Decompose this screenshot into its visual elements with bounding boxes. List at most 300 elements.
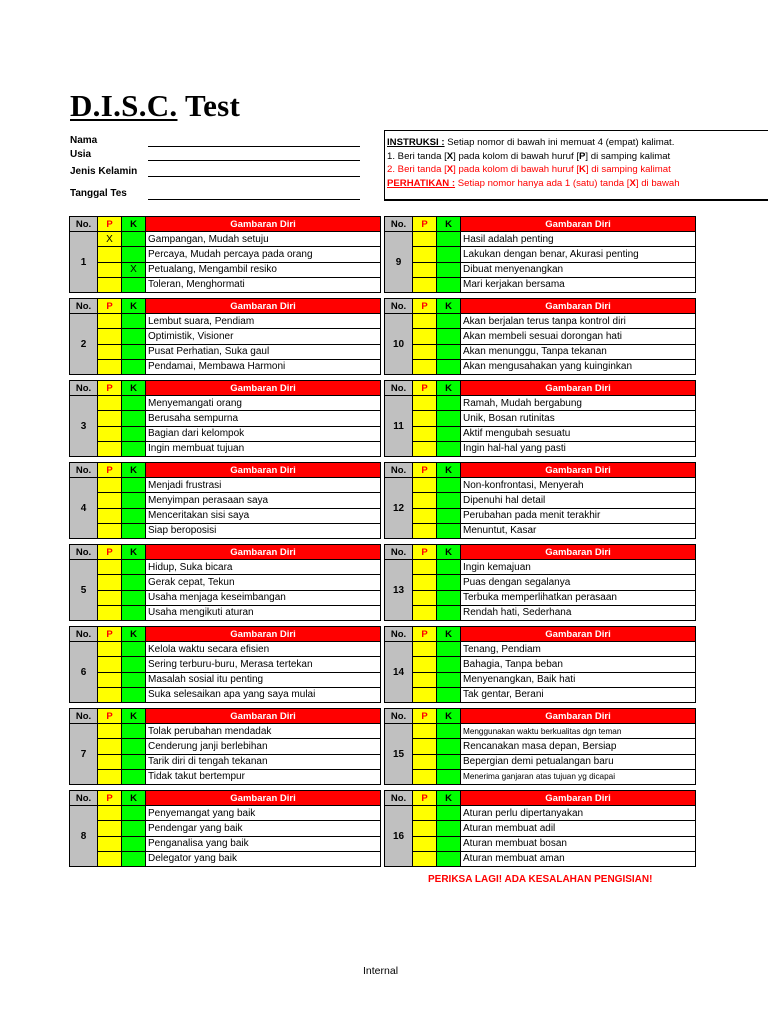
table-row xyxy=(385,441,696,456)
header-no: No. xyxy=(385,381,413,396)
statement-text: Menyimpan perasaan saya xyxy=(146,493,381,508)
k-checkbox[interactable] xyxy=(122,478,146,493)
question-number: 1 xyxy=(70,232,98,293)
k-checkbox[interactable] xyxy=(437,642,461,657)
p-checkbox[interactable] xyxy=(98,344,122,359)
p-checkbox[interactable] xyxy=(413,560,437,575)
k-checkbox[interactable] xyxy=(122,672,146,687)
statement-text: Menjadi frustrasi xyxy=(146,478,381,493)
p-checkbox[interactable] xyxy=(413,769,437,784)
k-checkbox[interactable] xyxy=(437,411,461,426)
question-table-11 xyxy=(384,380,696,457)
p-checkbox[interactable] xyxy=(413,590,437,605)
p-checkbox[interactable] xyxy=(98,642,122,657)
k-checkbox[interactable] xyxy=(437,493,461,508)
statement-text: Lembut suara, Pendiam xyxy=(146,314,381,329)
table-row xyxy=(385,560,696,575)
statement-text: Toleran, Menghormati xyxy=(146,277,381,292)
header-gambaran-diri: Gambaran Diri xyxy=(461,463,696,478)
table-row xyxy=(385,836,696,851)
p-checkbox[interactable] xyxy=(98,396,122,411)
header-p: P xyxy=(98,299,122,314)
header-p: P xyxy=(413,709,437,724)
k-checkbox[interactable] xyxy=(122,851,146,866)
statement-text: Tenang, Pendiam xyxy=(461,642,696,657)
question-table-10 xyxy=(384,298,696,375)
header-gambaran-diri: Gambaran Diri xyxy=(146,463,381,478)
table-header-row xyxy=(385,381,696,396)
k-checkbox[interactable] xyxy=(437,523,461,538)
p-checkbox[interactable] xyxy=(413,329,437,344)
table-row xyxy=(385,359,696,374)
question-block-row xyxy=(69,380,692,457)
label-jenis-kelamin: Jenis Kelamin xyxy=(70,166,138,177)
statement-text: Pusat Perhatian, Suka gaul xyxy=(146,344,381,359)
statement-text: Non-konfrontasi, Menyerah xyxy=(461,478,696,493)
k-checkbox[interactable] xyxy=(122,590,146,605)
header-p: P xyxy=(98,791,122,806)
table-row xyxy=(70,605,381,620)
p-checkbox[interactable] xyxy=(98,575,122,590)
k-checkbox[interactable] xyxy=(437,344,461,359)
header-no: No. xyxy=(70,627,98,642)
k-checkbox[interactable] xyxy=(437,232,461,247)
k-checkbox[interactable] xyxy=(122,642,146,657)
question-table-6 xyxy=(69,626,381,703)
k-checkbox[interactable] xyxy=(437,508,461,523)
table-row xyxy=(385,478,696,493)
header-no: No. xyxy=(385,791,413,806)
p-checkbox[interactable] xyxy=(98,821,122,836)
header-p: P xyxy=(413,217,437,232)
statement-text: Akan menunggu, Tanpa tekanan xyxy=(461,344,696,359)
p-checkbox[interactable] xyxy=(413,247,437,262)
question-table-2 xyxy=(69,298,381,375)
question-table-14 xyxy=(384,626,696,703)
table-header-row xyxy=(385,217,696,232)
header-gambaran-diri: Gambaran Diri xyxy=(461,381,696,396)
k-checkbox[interactable] xyxy=(122,575,146,590)
table-row xyxy=(70,508,381,523)
table-row xyxy=(70,642,381,657)
statement-text: Menyemangati orang xyxy=(146,396,381,411)
statement-text: Rencanakan masa depan, Bersiap xyxy=(461,739,696,754)
table-row xyxy=(385,493,696,508)
table-row xyxy=(385,739,696,754)
p-checkbox[interactable] xyxy=(413,754,437,769)
header-no: No. xyxy=(70,299,98,314)
k-checkbox[interactable] xyxy=(437,754,461,769)
question-table-16 xyxy=(384,790,696,867)
k-checkbox[interactable] xyxy=(437,426,461,441)
table-row xyxy=(70,806,381,821)
k-checkbox[interactable] xyxy=(437,247,461,262)
question-number: 3 xyxy=(70,396,98,457)
table-row xyxy=(70,754,381,769)
table-row xyxy=(385,396,696,411)
p-checkbox[interactable] xyxy=(413,836,437,851)
statement-text: Berusaha sempurna xyxy=(146,411,381,426)
p-checkbox[interactable] xyxy=(98,441,122,456)
header-gambaran-diri: Gambaran Diri xyxy=(146,627,381,642)
p-checkbox[interactable] xyxy=(98,672,122,687)
statement-text: Tidak takut bertempur xyxy=(146,769,381,784)
p-checkbox[interactable] xyxy=(413,314,437,329)
statement-text: Akan berjalan terus tanpa kontrol diri xyxy=(461,314,696,329)
p-checkbox[interactable] xyxy=(413,642,437,657)
k-checkbox[interactable] xyxy=(437,329,461,344)
table-header-row xyxy=(385,545,696,560)
header-no: No. xyxy=(70,709,98,724)
p-checkbox[interactable] xyxy=(413,493,437,508)
table-row xyxy=(385,851,696,866)
k-checkbox[interactable] xyxy=(122,508,146,523)
p-checkbox[interactable] xyxy=(98,605,122,620)
p-checkbox[interactable] xyxy=(98,724,122,739)
statement-text: Sering terburu-buru, Merasa tertekan xyxy=(146,657,381,672)
k-checkbox[interactable] xyxy=(437,575,461,590)
p-checkbox[interactable] xyxy=(98,851,122,866)
p-checkbox[interactable] xyxy=(413,821,437,836)
k-checkbox[interactable] xyxy=(122,739,146,754)
table-row xyxy=(385,769,696,784)
question-table-5 xyxy=(69,544,381,621)
p-checkbox[interactable] xyxy=(413,508,437,523)
p-checkbox[interactable] xyxy=(98,277,122,292)
p-checkbox[interactable] xyxy=(98,769,122,784)
table-row xyxy=(70,575,381,590)
k-checkbox[interactable] xyxy=(122,359,146,374)
table-row xyxy=(385,411,696,426)
p-checkbox[interactable] xyxy=(413,426,437,441)
table-row xyxy=(70,836,381,851)
p-checkbox[interactable] xyxy=(98,508,122,523)
table-row xyxy=(385,262,696,277)
statement-text: Aturan membuat adil xyxy=(461,821,696,836)
question-block-row xyxy=(69,216,692,293)
header-no: No. xyxy=(385,463,413,478)
header-k: K xyxy=(437,627,461,642)
p-checkbox[interactable] xyxy=(413,806,437,821)
p-checkbox[interactable] xyxy=(413,396,437,411)
header-k: K xyxy=(122,299,146,314)
k-checkbox[interactable] xyxy=(122,687,146,702)
table-row xyxy=(70,657,381,672)
k-checkbox[interactable] xyxy=(122,523,146,538)
k-checkbox[interactable] xyxy=(437,821,461,836)
header-no: No. xyxy=(385,299,413,314)
statement-text: Gampangan, Mudah setuju xyxy=(146,232,381,247)
p-checkbox[interactable] xyxy=(413,739,437,754)
table-row xyxy=(70,441,381,456)
k-checkbox[interactable] xyxy=(122,560,146,575)
title-sub: Test xyxy=(184,88,241,123)
p-checkbox[interactable] xyxy=(98,329,122,344)
p-checkbox[interactable] xyxy=(98,426,122,441)
question-number: 2 xyxy=(70,314,98,375)
k-checkbox[interactable] xyxy=(122,277,146,292)
statement-text: Petualang, Mengambil resiko xyxy=(146,262,381,277)
k-checkbox[interactable] xyxy=(122,329,146,344)
p-checkbox[interactable] xyxy=(98,262,122,277)
table-row xyxy=(70,769,381,784)
question-number: 6 xyxy=(70,642,98,703)
p-checkbox[interactable] xyxy=(413,851,437,866)
k-checkbox[interactable] xyxy=(437,672,461,687)
table-header-row xyxy=(385,791,696,806)
k-checkbox[interactable] xyxy=(437,769,461,784)
table-header-row xyxy=(70,463,381,478)
statement-text: Aturan perlu dipertanyakan xyxy=(461,806,696,821)
label-usia: Usia xyxy=(70,149,92,160)
table-row xyxy=(385,247,696,262)
p-checkbox[interactable] xyxy=(413,724,437,739)
header-no: No. xyxy=(385,545,413,560)
k-checkbox[interactable] xyxy=(122,247,146,262)
p-checkbox[interactable] xyxy=(413,277,437,292)
table-header-row xyxy=(385,627,696,642)
p-checkbox[interactable] xyxy=(98,560,122,575)
k-checkbox[interactable] xyxy=(437,590,461,605)
p-checkbox[interactable] xyxy=(413,657,437,672)
k-checkbox[interactable] xyxy=(122,754,146,769)
k-checkbox[interactable] xyxy=(437,687,461,702)
statement-text: Kelola waktu secara efisien xyxy=(146,642,381,657)
statement-text: Optimistik, Visioner xyxy=(146,329,381,344)
table-row xyxy=(385,508,696,523)
table-header-row xyxy=(70,791,381,806)
table-row xyxy=(385,642,696,657)
p-checkbox[interactable] xyxy=(413,672,437,687)
statement-text: Akan membeli sesuai dorongan hati xyxy=(461,329,696,344)
statement-text: Menyenangkan, Baik hati xyxy=(461,672,696,687)
statement-text: Ingin hal-hal yang pasti xyxy=(461,441,696,456)
table-row xyxy=(385,754,696,769)
table-row xyxy=(70,329,381,344)
header-k: K xyxy=(437,381,461,396)
question-table-9 xyxy=(384,216,696,293)
header-no: No. xyxy=(70,463,98,478)
k-checkbox[interactable] xyxy=(437,724,461,739)
k-checkbox[interactable] xyxy=(122,396,146,411)
k-checkbox[interactable] xyxy=(122,605,146,620)
statement-text: Delegator yang baik xyxy=(146,851,381,866)
table-row xyxy=(385,657,696,672)
statement-text: Bepergian demi petualangan baru xyxy=(461,754,696,769)
table-row xyxy=(70,426,381,441)
p-checkbox[interactable] xyxy=(98,523,122,538)
statement-text: Masalah sosial itu penting xyxy=(146,672,381,687)
input-nama-line[interactable] xyxy=(148,146,360,147)
k-checkbox[interactable] xyxy=(437,851,461,866)
question-number: 8 xyxy=(70,806,98,867)
header-no: No. xyxy=(385,217,413,232)
p-checkbox[interactable] xyxy=(413,344,437,359)
k-checkbox[interactable] xyxy=(437,262,461,277)
question-table-3 xyxy=(69,380,381,457)
p-checkbox[interactable] xyxy=(413,359,437,374)
k-checkbox[interactable]: X xyxy=(122,262,146,277)
k-checkbox[interactable] xyxy=(122,724,146,739)
p-checkbox[interactable] xyxy=(98,739,122,754)
statement-text: Menceritakan sisi saya xyxy=(146,508,381,523)
statement-text: Percaya, Mudah percaya pada orang xyxy=(146,247,381,262)
header-k: K xyxy=(437,299,461,314)
header-p: P xyxy=(413,381,437,396)
header-gambaran-diri: Gambaran Diri xyxy=(146,545,381,560)
table-row xyxy=(70,851,381,866)
k-checkbox[interactable] xyxy=(437,806,461,821)
statement-text: Aturan membuat aman xyxy=(461,851,696,866)
k-checkbox[interactable] xyxy=(437,478,461,493)
table-row xyxy=(385,687,696,702)
k-checkbox[interactable] xyxy=(122,493,146,508)
k-checkbox[interactable] xyxy=(437,739,461,754)
table-row xyxy=(385,605,696,620)
statement-text: Lakukan dengan benar, Akurasi penting xyxy=(461,247,696,262)
k-checkbox[interactable] xyxy=(437,836,461,851)
question-block-row xyxy=(69,462,692,539)
question-table-7 xyxy=(69,708,381,785)
header-gambaran-diri: Gambaran Diri xyxy=(461,217,696,232)
k-checkbox[interactable] xyxy=(122,836,146,851)
table-row xyxy=(70,344,381,359)
label-tanggal-tes: Tanggal Tes xyxy=(70,188,127,199)
header-gambaran-diri: Gambaran Diri xyxy=(146,299,381,314)
input-usia-line[interactable] xyxy=(148,160,360,161)
p-checkbox[interactable] xyxy=(98,657,122,672)
statement-text: Hasil adalah penting xyxy=(461,232,696,247)
k-checkbox[interactable] xyxy=(122,821,146,836)
question-number: 7 xyxy=(70,724,98,785)
p-checkbox[interactable] xyxy=(98,754,122,769)
statement-text: Suka selesaikan apa yang saya mulai xyxy=(146,687,381,702)
p-checkbox[interactable] xyxy=(98,247,122,262)
instruction-warning: PERHATIKAN : Setiap nomor hanya ada 1 (satu) tanda [X] di bawah xyxy=(387,177,680,189)
question-table-4 xyxy=(69,462,381,539)
p-checkbox[interactable] xyxy=(413,262,437,277)
table-row xyxy=(70,359,381,374)
table-header-row xyxy=(385,709,696,724)
header-k: K xyxy=(122,709,146,724)
table-row xyxy=(70,493,381,508)
k-checkbox[interactable] xyxy=(122,314,146,329)
header-no: No. xyxy=(70,217,98,232)
table-row xyxy=(385,232,696,247)
validation-message: PERIKSA LAGI! ADA KESALAHAN PENGISIAN! xyxy=(428,874,653,885)
p-checkbox[interactable] xyxy=(413,232,437,247)
header-no: No. xyxy=(385,709,413,724)
k-checkbox[interactable] xyxy=(437,441,461,456)
statement-text: Menerima ganjaran atas tujuan yg dicapai xyxy=(461,769,696,784)
table-row xyxy=(70,478,381,493)
k-checkbox[interactable] xyxy=(122,426,146,441)
k-checkbox[interactable] xyxy=(122,411,146,426)
statement-text: Gerak cepat, Tekun xyxy=(146,575,381,590)
k-checkbox[interactable] xyxy=(122,344,146,359)
table-row xyxy=(385,344,696,359)
table-row xyxy=(385,426,696,441)
table-row xyxy=(385,329,696,344)
statement-text: Puas dengan segalanya xyxy=(461,575,696,590)
p-checkbox[interactable] xyxy=(98,493,122,508)
p-checkbox[interactable] xyxy=(413,411,437,426)
k-checkbox[interactable] xyxy=(122,657,146,672)
question-number: 14 xyxy=(385,642,413,703)
statement-text: Ramah, Mudah bergabung xyxy=(461,396,696,411)
k-checkbox[interactable] xyxy=(437,657,461,672)
page-title xyxy=(70,88,240,124)
question-table-8 xyxy=(69,790,381,867)
table-row xyxy=(70,523,381,538)
statement-text: Rendah hati, Sederhana xyxy=(461,605,696,620)
input-tanggal-tes-line[interactable] xyxy=(148,199,360,200)
table-row xyxy=(385,724,696,739)
p-checkbox[interactable] xyxy=(413,478,437,493)
question-number: 9 xyxy=(385,232,413,293)
p-checkbox[interactable] xyxy=(413,575,437,590)
statement-text: Usaha mengikuti aturan xyxy=(146,605,381,620)
statement-text: Bagian dari kelompok xyxy=(146,426,381,441)
p-checkbox[interactable] xyxy=(98,687,122,702)
header-p: P xyxy=(413,545,437,560)
p-checkbox[interactable] xyxy=(98,411,122,426)
header-k: K xyxy=(122,381,146,396)
table-header-row xyxy=(70,381,381,396)
p-checkbox[interactable]: X xyxy=(98,232,122,247)
p-checkbox[interactable] xyxy=(98,806,122,821)
statement-text: Tolak perubahan mendadak xyxy=(146,724,381,739)
header-gambaran-diri: Gambaran Diri xyxy=(461,299,696,314)
k-checkbox[interactable] xyxy=(437,277,461,292)
k-checkbox[interactable] xyxy=(122,806,146,821)
header-p: P xyxy=(413,627,437,642)
header-k: K xyxy=(122,791,146,806)
p-checkbox[interactable] xyxy=(413,523,437,538)
k-checkbox[interactable] xyxy=(122,232,146,247)
p-checkbox[interactable] xyxy=(98,836,122,851)
p-checkbox[interactable] xyxy=(413,687,437,702)
input-jenis-kelamin-line[interactable] xyxy=(148,176,360,177)
k-checkbox[interactable] xyxy=(437,560,461,575)
question-table-12 xyxy=(384,462,696,539)
p-checkbox[interactable] xyxy=(413,441,437,456)
p-checkbox[interactable] xyxy=(98,590,122,605)
statement-text: Terbuka memperlihatkan perasaan xyxy=(461,590,696,605)
k-checkbox[interactable] xyxy=(122,441,146,456)
p-checkbox[interactable] xyxy=(98,478,122,493)
k-checkbox[interactable] xyxy=(437,396,461,411)
header-p: P xyxy=(413,299,437,314)
k-checkbox[interactable] xyxy=(437,605,461,620)
p-checkbox[interactable] xyxy=(98,359,122,374)
p-checkbox[interactable] xyxy=(413,605,437,620)
p-checkbox[interactable] xyxy=(98,314,122,329)
k-checkbox[interactable] xyxy=(437,314,461,329)
header-k: K xyxy=(122,217,146,232)
header-gambaran-diri: Gambaran Diri xyxy=(461,545,696,560)
statement-text: Hidup, Suka bicara xyxy=(146,560,381,575)
statement-text: Aturan membuat bosan xyxy=(461,836,696,851)
table-row xyxy=(70,739,381,754)
title-main: D.I.S.C. xyxy=(70,88,178,123)
k-checkbox[interactable] xyxy=(122,769,146,784)
table-row xyxy=(385,575,696,590)
k-checkbox[interactable] xyxy=(437,359,461,374)
statement-text: Siap beroposisi xyxy=(146,523,381,538)
header-gambaran-diri: Gambaran Diri xyxy=(146,791,381,806)
table-header-row xyxy=(385,299,696,314)
